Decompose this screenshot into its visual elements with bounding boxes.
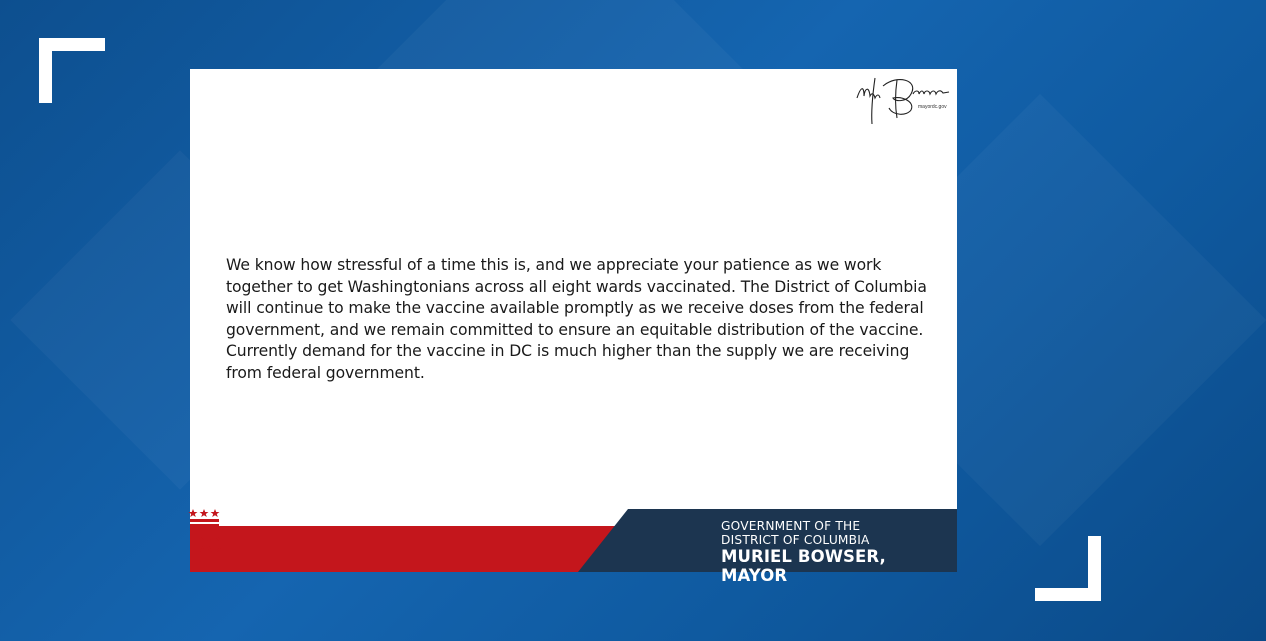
corner-bracket-top-left — [39, 38, 105, 103]
corner-bracket-bottom-right — [1035, 536, 1101, 601]
footer-banner — [190, 509, 957, 585]
mayor-name: MURIEL BOWSER, MAYOR — [721, 547, 886, 585]
dc-flag-logo — [190, 509, 222, 557]
statement-text: We know how stressful of a time this is, and we appreciate your patience as we work together to get Washingtonians across all eight wards vaccinated. The District of Columbia will continue to make the vaccine available promptly as we receive doses from the federal government, and we remain committed to ensure an equitable distribution of the vaccine. Currently demand for the vaccine in DC is much higher than the supply we are receiving from federal government. — [226, 256, 927, 382]
dc-logo-text: DC — [190, 532, 222, 557]
government-title — [721, 519, 957, 585]
government-line-2: DISTRICT OF COLUMBIA — [721, 533, 870, 547]
government-line-1: GOVERNMENT OF THE — [721, 519, 861, 533]
statement-card — [190, 69, 957, 585]
signature-url: mayordc.gov — [918, 104, 947, 110]
red-band — [190, 526, 620, 572]
mayor-signature — [853, 72, 953, 128]
